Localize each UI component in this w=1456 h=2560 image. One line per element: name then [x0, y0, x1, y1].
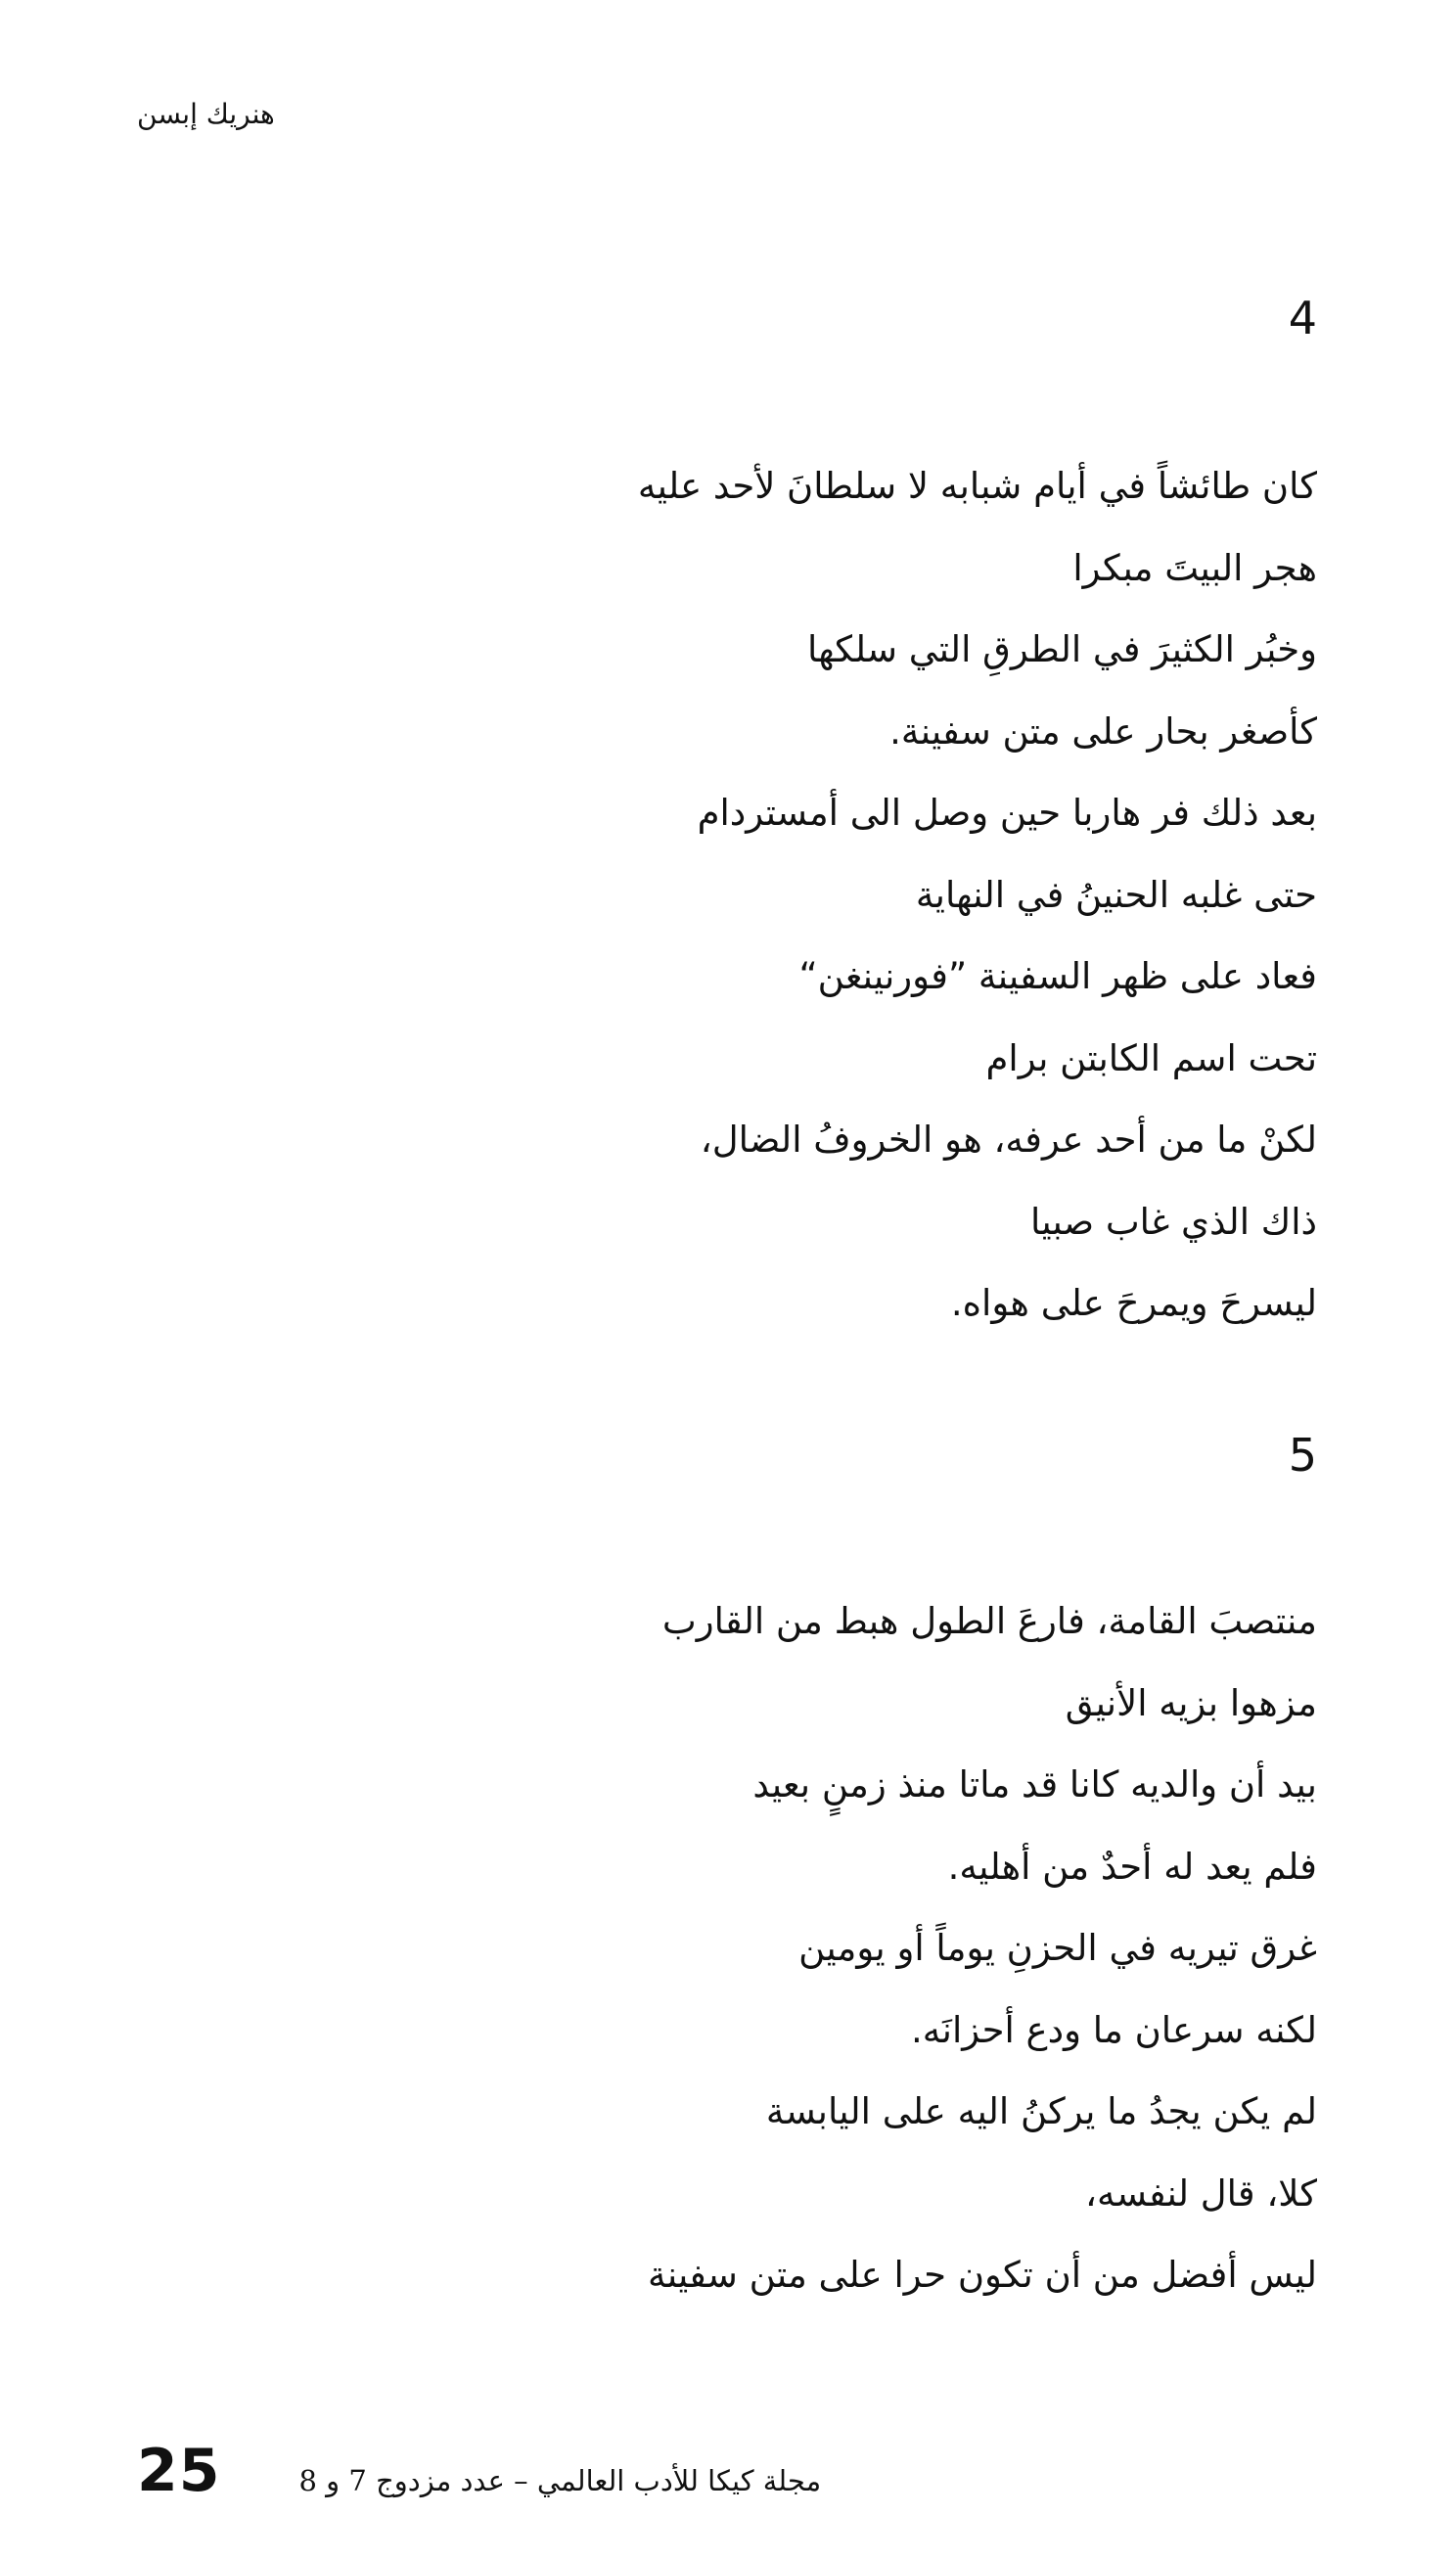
section-number-4: 4 [1288, 292, 1317, 344]
verse-line: كلا، قال لنفسه، [1085, 2171, 1317, 2215]
verse-line: لم يكن يجدُ ما يركنُ اليه على اليابسة [765, 2090, 1317, 2132]
verse-line: مزهوا بزيه الأنيق [1065, 1681, 1317, 1724]
running-head-author: هنريك إبسن [137, 98, 275, 130]
verse-line: فعاد على ظهر السفينة ”فورنينغن“ [798, 955, 1317, 997]
poem-section-4 [638, 445, 1317, 1345]
poem-section-5 [648, 1580, 1317, 2316]
verse-line: لكنه سرعان ما ودع أحزانَه. [911, 2008, 1317, 2051]
verse-line: لكنْ ما من أحد عرفه، هو الخروفُ الضال، [700, 1119, 1317, 1161]
verse-line: حتى غلبه الحنينُ في النهاية [915, 873, 1317, 916]
verse-line: وخبُر الكثيرَ في الطرقِ التي سلكها [807, 628, 1317, 670]
verse-line: ليسرحَ ويمرحَ على هواه. [950, 1282, 1317, 1324]
page-footer [137, 2437, 821, 2505]
verse-line: ذاك الذي غاب صبيا [1030, 1200, 1317, 1243]
verse-line: كان طائشاً في أيام شبابه لا سلطانَ لأحد عليه [637, 465, 1317, 507]
verse-line: كأصغر بحار على متن سفينة. [889, 709, 1317, 753]
verse-line: بعد ذلك فر هاربا حين وصل الى أمستردام [697, 792, 1317, 834]
section-number-5: 5 [1288, 1429, 1317, 1482]
verse-line: بيد أن والديه كانا قد ماتا منذ زمنٍ بعيد [752, 1763, 1317, 1806]
verse-line: غرق تيريه في الحزنِ يوماً أو يومين [798, 1927, 1317, 1969]
verse-line: فلم يعد له أحدٌ من أهليه. [947, 1845, 1317, 1888]
verse-line: ليس أفضل من أن تكون حرا على متن سفينة [648, 2254, 1317, 2296]
journal-title: مجلة كيكا للأدب العالمي – عدد مزدوج 7 و 8 [298, 2464, 822, 2497]
verse-line: هجر البيتَ مبكرا [1072, 546, 1317, 589]
verse-line: تحت اسم الكابتن برام [985, 1036, 1317, 1079]
page-number: 25 [137, 2437, 221, 2505]
verse-line: منتصبَ القامة، فارعَ الطول هبط من القارب [661, 1600, 1317, 1642]
